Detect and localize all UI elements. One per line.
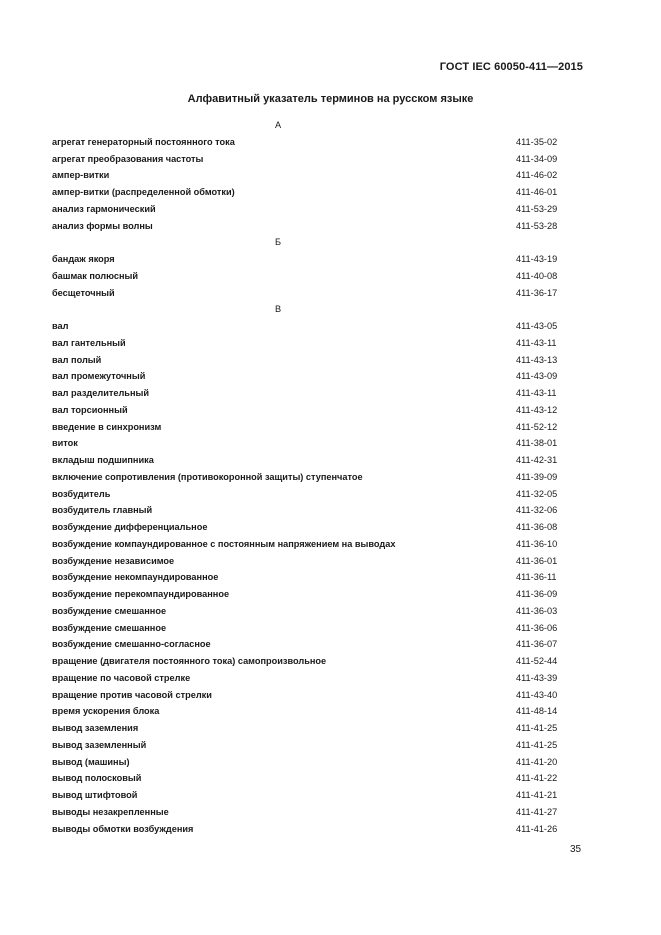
index-entry <box>52 486 562 503</box>
index-entry <box>52 620 562 637</box>
entry-term: агрегат генераторный постоянного тока <box>52 136 235 147</box>
page-number: 35 <box>570 844 582 855</box>
entry-term: выводы обмотки возбуждения <box>52 823 194 834</box>
entry-code: 411-36-07 <box>516 639 558 650</box>
entry-term: возбуждение перекомпаундированное <box>52 589 230 599</box>
entry-code: 411-32-05 <box>516 488 558 499</box>
index-entry <box>52 703 562 720</box>
entry-term: возбуждение смешанное <box>52 605 167 616</box>
entry-code: 411-36-10 <box>516 538 558 549</box>
entry-code: 411-36-08 <box>516 522 558 532</box>
entry-term: возбудитель главный <box>52 505 153 516</box>
index-entry <box>52 335 562 352</box>
entry-code: 411-43-05 <box>516 321 558 331</box>
entry-code: 411-43-39 <box>516 672 558 683</box>
entry-term: возбуждение независимое <box>52 555 175 566</box>
entry-term: вал <box>52 321 69 331</box>
index-entry <box>52 821 562 838</box>
entry-code: 411-43-12 <box>516 404 558 415</box>
entry-code: 411-36-09 <box>516 589 558 599</box>
entry-term: возбудитель <box>52 488 111 499</box>
entry-term: башмак полюсный <box>52 270 139 281</box>
index-entry <box>52 553 562 570</box>
entry-term: вывод заземления <box>52 723 139 733</box>
entry-code: 411-52-12 <box>516 421 558 432</box>
entry-term: вал полый <box>52 354 102 365</box>
entry-term: вывод заземленный <box>52 739 147 750</box>
entry-code: 411-43-19 <box>516 254 558 264</box>
entry-code: 411-41-22 <box>516 773 558 784</box>
index-entry <box>52 268 562 285</box>
index-entry <box>52 469 562 486</box>
entry-term: возбуждение смешанно-согласное <box>52 639 211 650</box>
entry-term: вал торсионный <box>52 404 128 415</box>
entry-code: 411-43-40 <box>516 689 558 700</box>
index-entry <box>52 151 562 168</box>
entry-term: анализ гармонический <box>52 203 156 214</box>
entry-term: возбуждение дифференциальное <box>52 522 208 532</box>
index-entry <box>52 368 562 385</box>
index-entry <box>52 536 562 553</box>
index-entry <box>52 603 562 620</box>
entry-term: выводы незакрепленные <box>52 806 169 817</box>
index-entry <box>52 435 562 452</box>
entry-code: 411-42-31 <box>516 455 558 465</box>
index-entry <box>52 402 562 419</box>
entry-term: вращение (двигателя постоянного тока) самопроизвольное <box>52 656 327 666</box>
standard-header: ГОСТ IEC 60050-411—2015 <box>439 61 583 73</box>
entry-term: ампер-витки (распределенной обмотки) <box>52 187 235 197</box>
entry-term: вывод полосковый <box>52 773 142 784</box>
index-entry <box>52 737 562 754</box>
index-entry <box>52 452 562 469</box>
entry-code: 411-41-27 <box>516 806 558 817</box>
entry-term: агрегат преобразования частоты <box>52 153 204 164</box>
entry-term: вывод штифтовой <box>52 790 138 800</box>
entry-code: 411-41-20 <box>516 756 558 767</box>
index-entry <box>52 720 562 737</box>
index-entry <box>52 134 562 151</box>
entry-code: 411-48-14 <box>516 706 558 717</box>
index-entry <box>52 167 562 184</box>
index-entry <box>52 201 562 218</box>
entry-code: 411-43-11 <box>516 337 557 348</box>
entry-code: 411-41-26 <box>516 823 558 834</box>
index-entry <box>52 218 562 235</box>
index-entry <box>52 569 562 586</box>
entry-term: вал промежуточный <box>52 371 146 382</box>
index-entry <box>52 687 562 704</box>
entry-code: 411-43-11 <box>516 388 557 398</box>
entry-code: 411-36-03 <box>516 605 558 616</box>
entry-code: 411-35-02 <box>516 136 558 147</box>
entry-code: 411-41-25 <box>516 739 558 750</box>
index-entry <box>52 636 562 653</box>
entry-code: 411-43-09 <box>516 371 558 382</box>
entry-term: вращение по часовой стрелке <box>52 672 191 683</box>
entry-term: включение сопротивления (противокоронной защиты) ступенчатое <box>52 471 363 482</box>
entry-code: 411-41-25 <box>516 723 558 733</box>
entry-code: 411-53-29 <box>516 203 558 214</box>
entry-code: 411-40-08 <box>516 270 558 281</box>
entry-code: 411-43-13 <box>516 354 558 365</box>
entry-term: вывод (машины) <box>52 756 130 767</box>
entry-code: 411-34-09 <box>516 153 558 164</box>
entry-term: возбуждение компаундированное с постоянным напряжением на выводах <box>52 538 396 549</box>
index-entry <box>52 670 562 687</box>
entry-code: 411-52-44 <box>516 656 558 666</box>
entry-term: виток <box>52 438 78 449</box>
entry-code: 411-46-01 <box>516 187 558 197</box>
index-entry <box>52 318 562 335</box>
index-entry <box>52 804 562 821</box>
entry-code: 411-36-11 <box>516 572 557 583</box>
entry-term: вал гантельный <box>52 337 126 348</box>
section-letter: Б <box>275 237 282 248</box>
section-letter: В <box>275 304 282 315</box>
entry-term: вращение против часовой стрелки <box>52 689 212 700</box>
entry-code: 411-46-02 <box>516 170 558 181</box>
term-index <box>52 117 562 837</box>
entry-term: время ускорения блока <box>52 706 160 717</box>
index-entry <box>52 251 562 268</box>
entry-term: вкладыш подшипника <box>52 455 154 465</box>
index-entry <box>52 519 562 536</box>
entry-term: бандаж якоря <box>52 254 115 264</box>
entry-code: 411-38-01 <box>516 438 558 449</box>
entry-code: 411-32-06 <box>516 505 558 516</box>
entry-term: возбуждение некомпаундированное <box>52 572 219 583</box>
entry-code: 411-39-09 <box>516 471 558 482</box>
entry-code: 411-36-06 <box>516 622 558 633</box>
entry-code: 411-36-01 <box>516 555 558 566</box>
index-entry <box>52 184 562 201</box>
index-entry <box>52 419 562 436</box>
index-entry <box>52 502 562 519</box>
index-entry <box>52 754 562 771</box>
entry-term: ампер-витки <box>52 170 110 181</box>
index-entry <box>52 787 562 804</box>
entry-term: вал разделительный <box>52 388 149 398</box>
entry-term: введение в синхронизм <box>52 421 162 432</box>
entry-code: 411-53-28 <box>516 220 558 231</box>
index-entry <box>52 653 562 670</box>
entry-term: бесщеточный <box>52 287 115 298</box>
index-entry <box>52 385 562 402</box>
entry-term: анализ формы волны <box>52 220 153 231</box>
index-entry <box>52 770 562 787</box>
entry-code: 411-41-21 <box>516 790 558 800</box>
entry-code: 411-36-17 <box>516 287 558 298</box>
index-title: Алфавитный указатель терминов на русском языке <box>187 93 474 105</box>
index-entry <box>52 285 562 302</box>
index-entry <box>52 586 562 603</box>
section-letter: А <box>275 120 282 130</box>
index-entry <box>52 352 562 369</box>
entry-term: возбуждение смешанное <box>52 622 167 633</box>
